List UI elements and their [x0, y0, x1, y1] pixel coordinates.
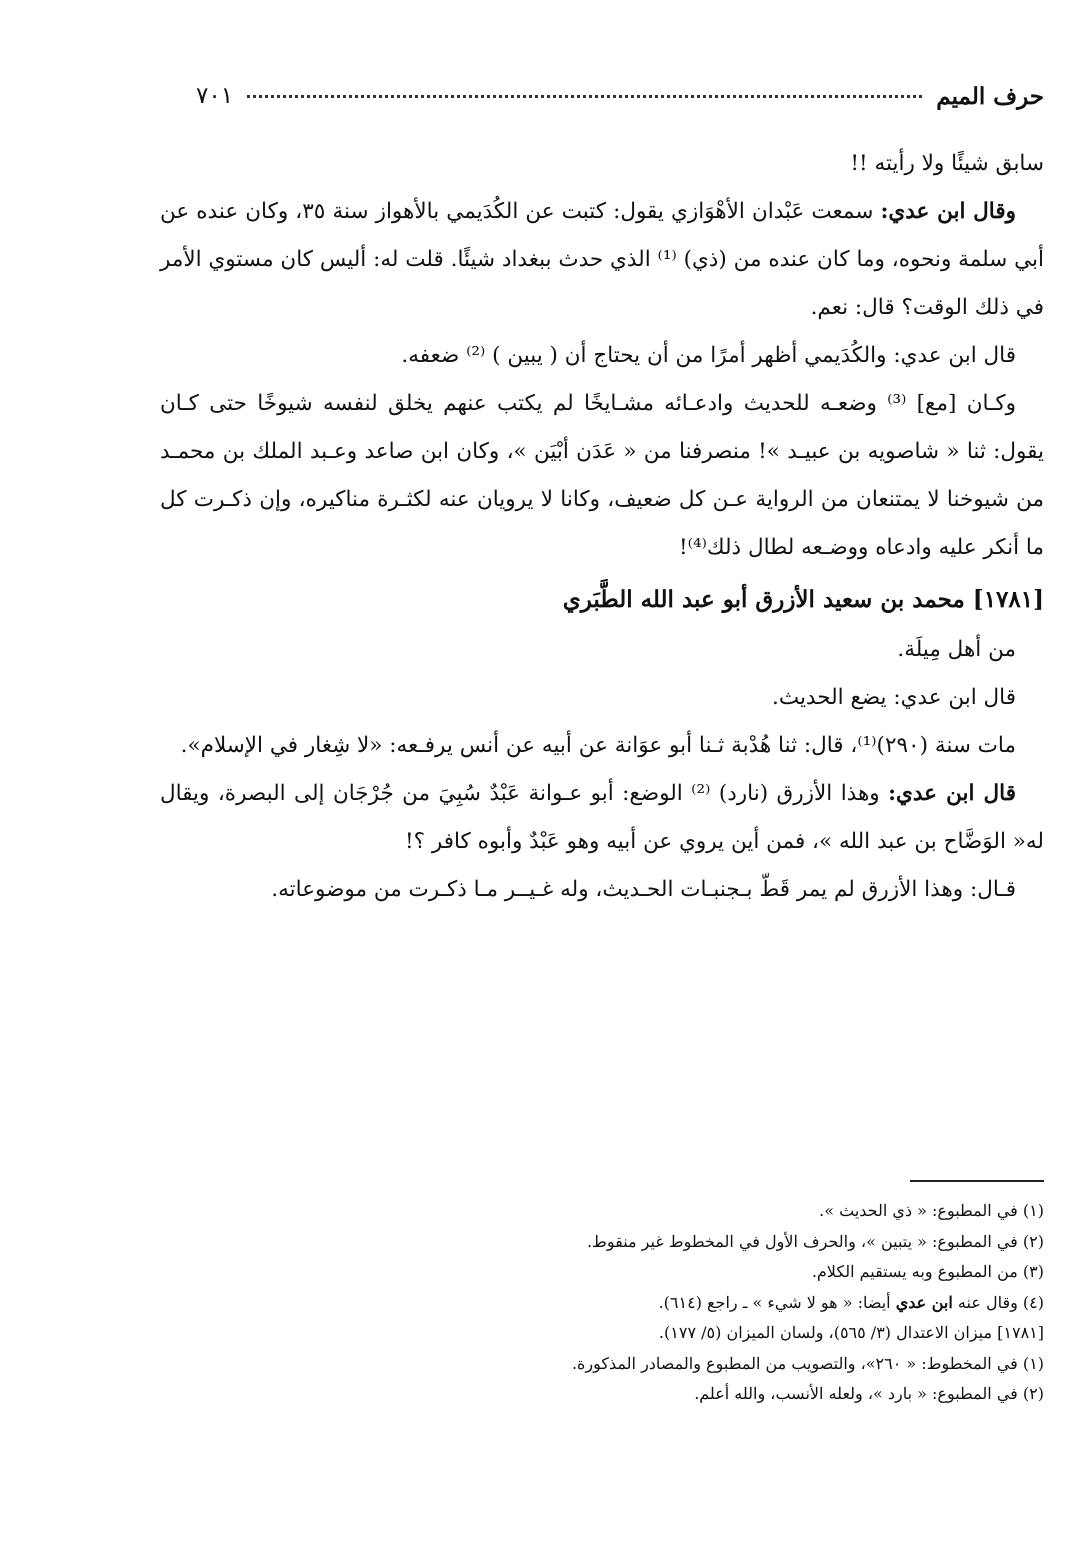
footnote-separator [910, 1180, 1044, 1182]
paragraph-narration [160, 188, 1044, 332]
chapter-title: حرف الميم [936, 82, 1044, 110]
paragraph-origin: من أهل مِيلَة. [897, 637, 1016, 662]
entry-heading: [١٧٨١] محمد بن سعيد الأزرق أبو عبد الله الطَّبَري [562, 586, 1044, 613]
paragraph-narration [160, 770, 1044, 866]
main-text [160, 140, 1044, 914]
speaker-label: قال ابن عدي: [888, 781, 1016, 806]
paragraph-narration: قـال: وهذا الأزرق لم يمر قَطّ بـجنبـات الحـديث، وله غـيــر مـا ذكـرت من موضوعاته. [271, 877, 1016, 902]
paragraph-narration: مات سنة (٢٩٠)⁽¹⁾، قال: ثنا هُدْبة ثـنا أبو عوَانة عن أبيه عن أنس يرفـعه: «لا شِغار في الإسلام». [180, 733, 1016, 758]
paragraph-narration: قال ابن عدي: والكُدَيمي أظهر أمرًا من أن يحتاج أن ( يبين ) ⁽²⁾ ضعفه. [401, 343, 1016, 368]
footnote-suffix: أيضا: « هو لا شيء » ـ راجع (٦١٤). [658, 1292, 896, 1312]
footnotes [160, 1196, 1044, 1410]
page-number: ٧٠١ [196, 83, 234, 109]
footnote: (١) في المخطوط: « ٢٦٠»، والتصويب من المطبوع والمصادر المذكورة. [571, 1353, 1044, 1373]
footnote [160, 1288, 1044, 1319]
paragraph-narration: قال ابن عدي: يضع الحديث. [772, 685, 1016, 710]
paragraph-narration: وكـان [مع] ⁽³⁾ وضعـه للحديث وادعـائه مشـايخًا لم يكتب عنهم يخلق لنفسه شيوخًا حتى كـان يقول: ثنا « شاصويه بن عبيـد »! منصرفنا من « عَدَن أبْيَن »، وكان ابن صاعد وعـبد الملك بن محمـد من شيوخنا لا يمتنعان من الرواية عـن كل ضعيف، وكانا لا يرويان عنه لكثـرة مناكيره، وإن ذكـرت كل ما أنكر عليه وادعاه ووضـعه لطال ذلك⁽⁴⁾! [160, 391, 1044, 560]
paragraph-text: وهذا الأزرق (نارد) ⁽²⁾ الوضع: أبو عـوانة عَبْدٌ سُبِيَ من جُرْجَان إلى البصرة، ويقال له« الوَضَّاح بن عبد الله »، فمن أين يروي عن أبيه وهو عَبْدٌ وأبوه كافر ؟! [160, 781, 1044, 854]
speaker-label: وقال ابن عدي: [880, 199, 1016, 224]
footnote-prefix: (٤) وقال عنه [952, 1292, 1044, 1312]
header-dotted-rule [247, 95, 922, 98]
paragraph-text: سمعت عَبْدان الأهْوَازي يقول: كتبت عن الكُدَيمي بالأهواز سنة ٣٥، وكان عنده عن أبي سلمة ونحوه، وما كان عنده من (ذي) ⁽¹⁾ الذي حدث ببغداد شيئًا. قلت له: أليس كان مستوي الأمر في ذلك الوقت؟ قال: نعم. [160, 199, 1044, 320]
footnote-bold-name: ابن عدي [895, 1292, 953, 1312]
paragraph-continuation: سابق شيئًا ولا رأيته !! [850, 151, 1044, 176]
footnote: (٣) من المطبوع وبه يستقيم الكلام. [811, 1262, 1044, 1281]
running-header [196, 78, 1044, 114]
footnote: (٢) في المطبوع: « يتبين »، والحرف الأول في المخطوط غير منقوط. [586, 1231, 1044, 1251]
footnote: [١٧٨١] ميزان الاعتدال (٣/ ٥٦٥)، ولسان الميزان (٥/ ١٧٧). [658, 1323, 1044, 1342]
footnote: (٢) في المطبوع: « بارد »، ولعله الأنسب، والله أعلم. [694, 1384, 1044, 1403]
footnote: (١) في المطبوع: « ذي الحديث ». [819, 1201, 1044, 1220]
